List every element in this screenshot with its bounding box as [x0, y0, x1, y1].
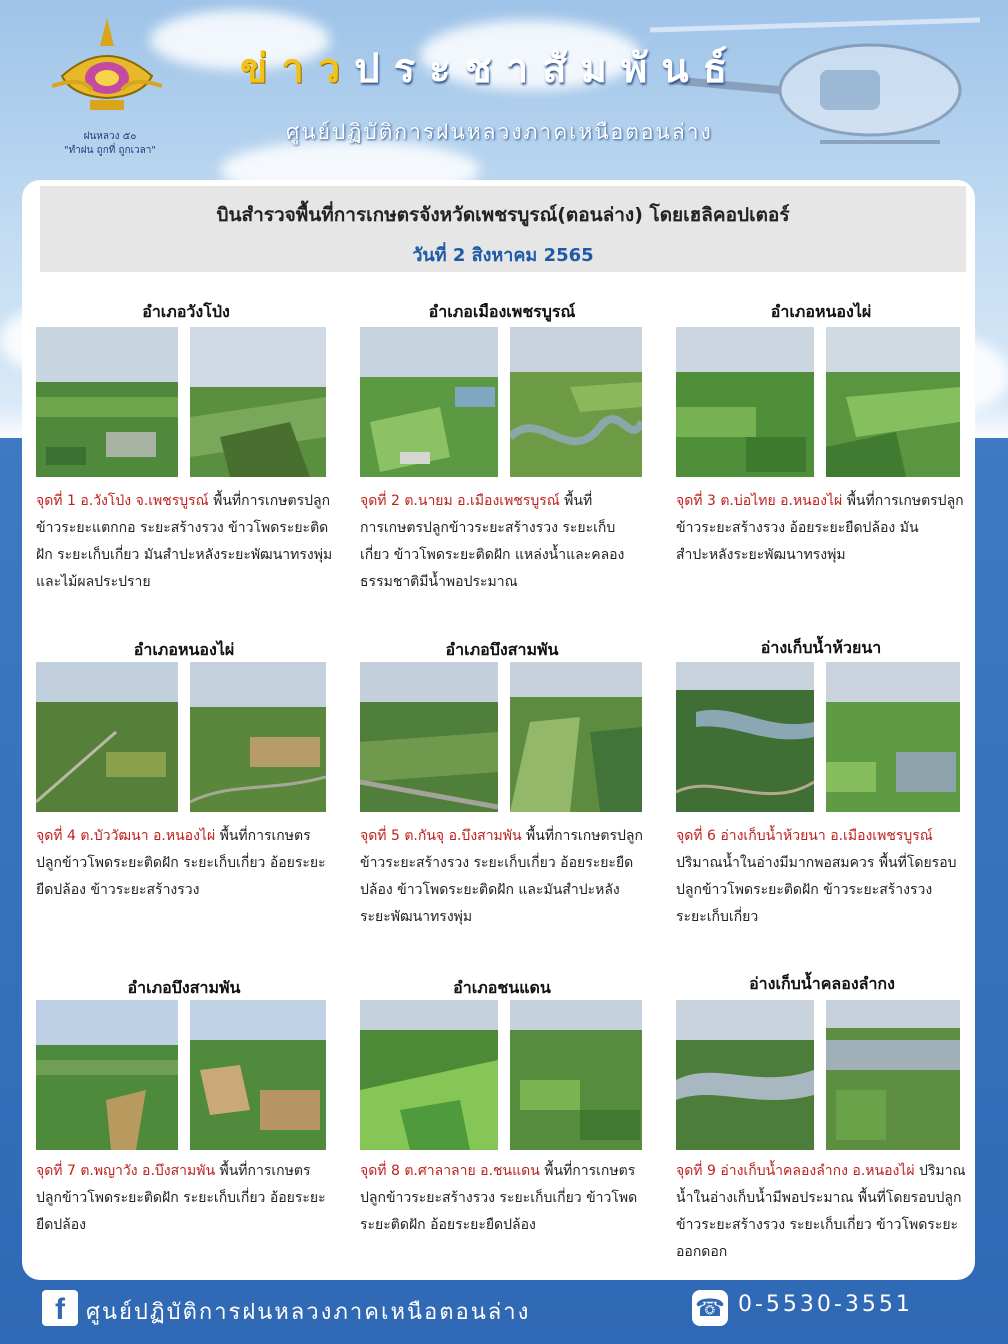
section-title: อำเภอหนองไผ่: [770, 302, 872, 321]
page-footer: [0, 1282, 1008, 1344]
royal-rainmaking-emblem-icon: [52, 16, 162, 128]
emblem-caption-line-1: ฝนหลวง ๕๐: [83, 131, 137, 142]
survey-section: [36, 636, 332, 976]
aerial-photo: [360, 662, 498, 812]
section-title: อำเภอบึงสามพัน: [127, 978, 241, 997]
point-text: พื้นที่การเกษตรปลูกข้าวระยะแตกกอ ระยะสร้างรวง ข้าวโพดระยะติดฝัก ระยะเก็บเกี่ยว มันสำปะหลังระยะพัฒนาทรงพุ่ม และไม้ผลประปราย: [36, 493, 333, 590]
page-header: [0, 0, 1008, 170]
section-title: อำเภอหนองไผ่: [133, 640, 235, 659]
page-title: [240, 36, 880, 96]
survey-section: [676, 972, 968, 1282]
point-label: จุดที่ 4 ต.บัววัฒนา อ.หนองไผ่: [36, 828, 216, 844]
aerial-photo: [510, 662, 642, 812]
aerial-photo: [676, 327, 814, 477]
point-label: จุดที่ 5 ต.กันจุ อ.บึงสามพัน: [360, 828, 522, 844]
survey-section: [360, 636, 644, 976]
page-subtitle: ศูนย์ปฏิบัติการฝนหลวงภาคเหนือตอนล่าง: [286, 120, 713, 144]
aerial-photo: [826, 662, 960, 812]
aerial-photo: [190, 327, 326, 477]
aerial-photo: [360, 327, 498, 477]
aerial-photo: [676, 1000, 814, 1150]
survey-section: [360, 972, 644, 1282]
point-text: พื้นที่การเกษตรปลูกข้าวระยะสร้างรวง ระยะเก็บเกี่ยว ข้าวโพดระยะติดฝัก แหล่งน้ำและคลองธรรมชาติมีน้ำพอประมาณ: [360, 493, 625, 590]
point-label: จุดที่ 9 อ่างเก็บน้ำคลองลำกง อ.หนองไผ่: [676, 1163, 915, 1179]
point-label: จุดที่ 8 ต.ศาลาลาย อ.ชนแดน: [360, 1163, 540, 1179]
section-description: [676, 1158, 968, 1266]
section-title: อ่างเก็บน้ำคลองลำกง: [749, 974, 895, 993]
page-title-white: ประชาสัมพันธ์: [354, 46, 742, 92]
survey-section: [676, 296, 966, 636]
aerial-photo: [826, 1000, 960, 1150]
point-text: ปริมาณน้ำในอ่างมีมากพอสมควร พื้นที่โดยรอบปลูกข้าวโพดระยะติดฝัก ข้าวระยะสร้างรวง ระยะเก็บเกี่ยว: [676, 855, 957, 925]
aerial-photo: [36, 662, 178, 812]
aerial-photo: [826, 327, 960, 477]
section-description: [360, 1158, 644, 1239]
survey-section: [36, 296, 336, 636]
point-label: จุดที่ 1 อ.วังโป่ง จ.เพชรบูรณ์: [36, 493, 209, 509]
section-description: [36, 488, 336, 596]
survey-section: [36, 972, 332, 1282]
survey-section: [360, 296, 644, 636]
section-title: อำเภอชนแดน: [453, 978, 551, 997]
section-description: [360, 823, 644, 931]
section-title: อำเภอบึงสามพัน: [445, 640, 559, 659]
aerial-photo: [510, 327, 642, 477]
section-title: อ่างเก็บน้ำห้วยนา: [760, 638, 882, 657]
section-description: [676, 823, 966, 931]
aerial-photo: [36, 1000, 178, 1150]
point-text: พื้นที่การเกษตรปลูกข้าวระยะสร้างรวง ระยะเก็บเกี่ยว ข้าวโพดระยะติดฝัก อ้อยระยะยืดปล้อง: [360, 1163, 638, 1233]
phone-icon: ☎: [692, 1290, 728, 1326]
section-description: [36, 823, 332, 904]
survey-section: [676, 636, 966, 976]
point-text: พื้นที่การเกษตรปลูกข้าวโพดระยะติดฝัก ระยะเก็บเกี่ยว อ้อยระยะยืดปล้อง ข้าวระยะสร้างรวง: [36, 828, 326, 898]
point-text: พื้นที่การเกษตรปลูกข้าวโพดระยะติดฝัก ระยะเก็บเกี่ยว อ้อยระยะยืดปล้อง: [36, 1163, 326, 1233]
banner-date: วันที่ 2 สิงหาคม 2565: [412, 245, 594, 266]
section-description: [360, 488, 644, 596]
facebook-page-name[interactable]: ศูนย์ปฏิบัติการฝนหลวงภาคเหนือตอนล่าง: [86, 1300, 531, 1325]
point-label: จุดที่ 2 ต.นายม อ.เมืองเพชรบูรณ์: [360, 493, 560, 509]
point-label: จุดที่ 7 ต.พญาวัง อ.บึงสามพัน: [36, 1163, 216, 1179]
section-description: [676, 488, 966, 569]
aerial-photo: [360, 1000, 498, 1150]
aerial-photo: [676, 662, 814, 812]
point-text: พื้นที่การเกษตรปลูกข้าวระยะสร้างรวง อ้อยระยะยืดปล้อง มันสำปะหลังระยะพัฒนาทรงพุ่ม: [676, 493, 964, 563]
banner-title: บินสำรวจพื้นที่การเกษตรจังหวัดเพชรบูรณ์(ตอนล่าง) โดยเฮลิคอปเตอร์: [216, 204, 790, 226]
emblem-caption: [40, 130, 180, 158]
point-text: ปริมาณน้ำในอ่างเก็บน้ำมีพอประมาณ พื้นที่โดยรอบปลูกข้าวระยะสร้างรวง ระยะเก็บเกี่ยว ข้าวโพดระยะออกดอก: [676, 1163, 966, 1260]
facebook-icon[interactable]: f: [42, 1290, 78, 1326]
section-description: [36, 1158, 332, 1239]
point-label: จุดที่ 6 อ่างเก็บน้ำห้วยนา อ.เมืองเพชรบูรณ์: [676, 828, 933, 844]
section-title: อำเภอเมืองเพชรบูรณ์: [428, 302, 576, 321]
section-title: อำเภอวังโป่ง: [142, 302, 230, 321]
aerial-photo: [36, 327, 178, 477]
page-title-gold: ข่าว: [240, 46, 355, 92]
survey-banner: [40, 186, 966, 272]
phone-number[interactable]: 0-5530-3551: [738, 1292, 913, 1317]
aerial-photo: [510, 1000, 642, 1150]
point-label: จุดที่ 3 ต.บ่อไทย อ.หนองไผ่: [676, 493, 843, 509]
point-text: พื้นที่การเกษตรปลูกข้าวระยะสร้างรวง ระยะเก็บเกี่ยว อ้อยระยะยืดปล้อง ข้าวโพดระยะติดฝัก และมันสำปะหลังระยะพัฒนาทรงพุ่ม: [360, 828, 643, 925]
aerial-photo: [190, 662, 326, 812]
aerial-photo: [190, 1000, 326, 1150]
emblem-caption-line-2: "ทำฝน ถูกที่ ถูกเวลา": [63, 145, 157, 156]
